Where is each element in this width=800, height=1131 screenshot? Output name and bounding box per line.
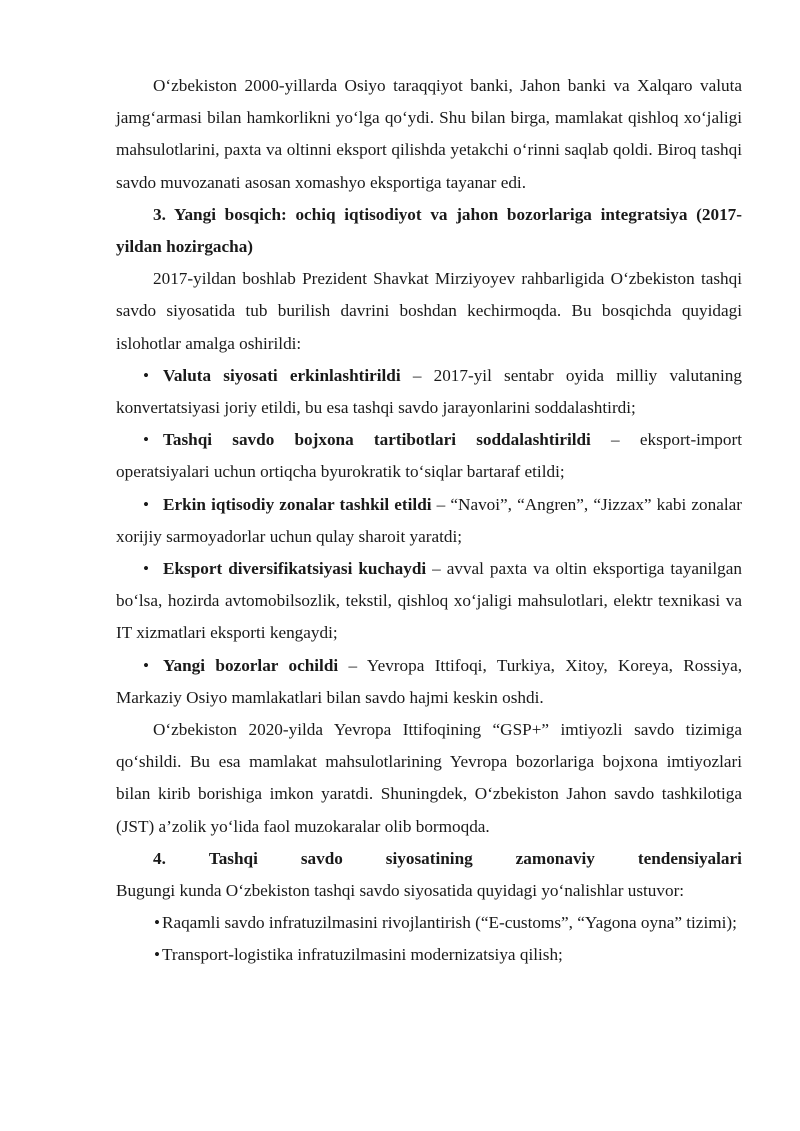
bullet-icon: • — [143, 559, 150, 579]
document-page — [116, 70, 742, 972]
heading-word: siyosatining — [385, 848, 473, 868]
reform-text: – avval paxta va oltin eksportiga tayanilgan bo‘lsa, hozirda avtomobilsozlik, tekstil, qishloq xo‘jaligi mahsulotlari, elektr texnikasi va IT xizmatlari eksporti kengaydi; — [116, 559, 742, 643]
bullet-icon: • — [143, 430, 150, 450]
heading-word: zamonaviy — [515, 848, 595, 868]
paragraph-2017: 2017-yildan boshlab Prezident Shavkat Mirziyoyev rahbarligida O‘zbekiston tashqi savdo siyosatida tub burilish davrini boshdan kechirmoqda. Bu bosqichda quyidagi islohotlar amalga oshirildi: — [116, 269, 742, 353]
paragraph-priorities: Bugungi kunda O‘zbekiston tashqi savdo siyosatida quyidagi yo‘nalishlar ustuvor: — [116, 881, 685, 901]
reform-title: Eksport diversifikatsiyasi kuchaydi — [163, 559, 427, 579]
reform-title: Yangi bozorlar ochildi — [163, 655, 339, 675]
reform-item — [116, 360, 742, 424]
reform-text: – “Navoi”, “Angren”, “Jizzax” kabi zonalar xorijiy sarmoyadorlar uchun qulay sharoit yaratdi; — [116, 494, 742, 546]
trend-item — [146, 907, 742, 939]
paragraph-gsp: O‘zbekiston 2020-yilda Yevropa Ittifoqining “GSP+” imtiyozli savdo tizimiga qo‘shildi. Bu esa mamlakat mahsulotlarining Yevropa bozorlariga bojxona imtiyozlari bilan kirib borishiga imkon yaratdi. Shuningdek, O‘zbekiston Jahon savdo tashkilotiga (JST) a’zolik yo‘lida faol muzokaralar olib bormoqda. — [116, 720, 742, 836]
trend-text: Raqamli savdo infratuzilmasini rivojlantirish (“E-customs”, “Yagona oyna” tizimi); — [162, 913, 737, 933]
bullet-icon: • — [143, 494, 150, 514]
bullet-icon: • — [154, 945, 161, 965]
reform-item — [116, 424, 742, 488]
heading-word: 4. — [153, 848, 166, 868]
trend-item — [146, 939, 742, 971]
heading-word: Tashqi — [208, 848, 258, 868]
bullet-icon: • — [143, 365, 150, 385]
section-heading-4 — [116, 843, 742, 875]
reform-item — [116, 553, 742, 650]
reform-text: – 2017-yil sentabr oyida milliy valutaning konvertatsiyasi joriy etildi, bu esa tashqi savdo jarayonlarini soddalashtirdi; — [116, 365, 742, 418]
bullet-icon: • — [154, 913, 161, 933]
trend-text: Transport-logistika infratuzilmasini modernizatsiya qilish; — [162, 945, 563, 965]
reform-text: – Yevropa Ittifoqi, Turkiya, Xitoy, Koreya, Rossiya, Markaziy Osiyo mamlakatlari bilan savdo hajmi keskin oshdi. — [116, 655, 742, 707]
reform-title: Tashqi savdo bojxona tartibotlari soddalashtirildi — [163, 430, 591, 450]
heading-word: tendensiyalari — [637, 848, 742, 868]
reform-title: Valuta siyosati erkinlashtirildi — [163, 365, 401, 385]
reform-text: – eksport-import operatsiyalari uchun ortiqcha byurokratik to‘siqlar bartaraf etildi; — [116, 430, 742, 482]
bullet-icon: • — [143, 655, 150, 675]
heading-word: savdo — [300, 848, 343, 868]
section-heading-3: 3. Yangi bosqich: ochiq iqtisodiyot va jahon bozorlariga integratsiya (2017-yildan hozirgacha) — [116, 204, 742, 257]
reform-item — [116, 489, 742, 553]
paragraph-2000s: O‘zbekiston 2000-yillarda Osiyo taraqqiyot banki, Jahon banki va Xalqaro valuta jamg‘armasi bilan hamkorlikni yo‘lga qo‘ydi. Shu bilan birga, mamlakat qishloq xo‘jaligi mahsulotlarini, paxta va oltinni eksport qilishda yetakchi o‘rinni saqlab qoldi. Biroq tashqi savdo muvozanati asosan xomashyo eksportiga tayanar edi. — [116, 76, 742, 192]
reform-title: Erkin iqtisodiy zonalar tashkil etildi — [163, 494, 432, 514]
reform-item — [116, 650, 742, 714]
